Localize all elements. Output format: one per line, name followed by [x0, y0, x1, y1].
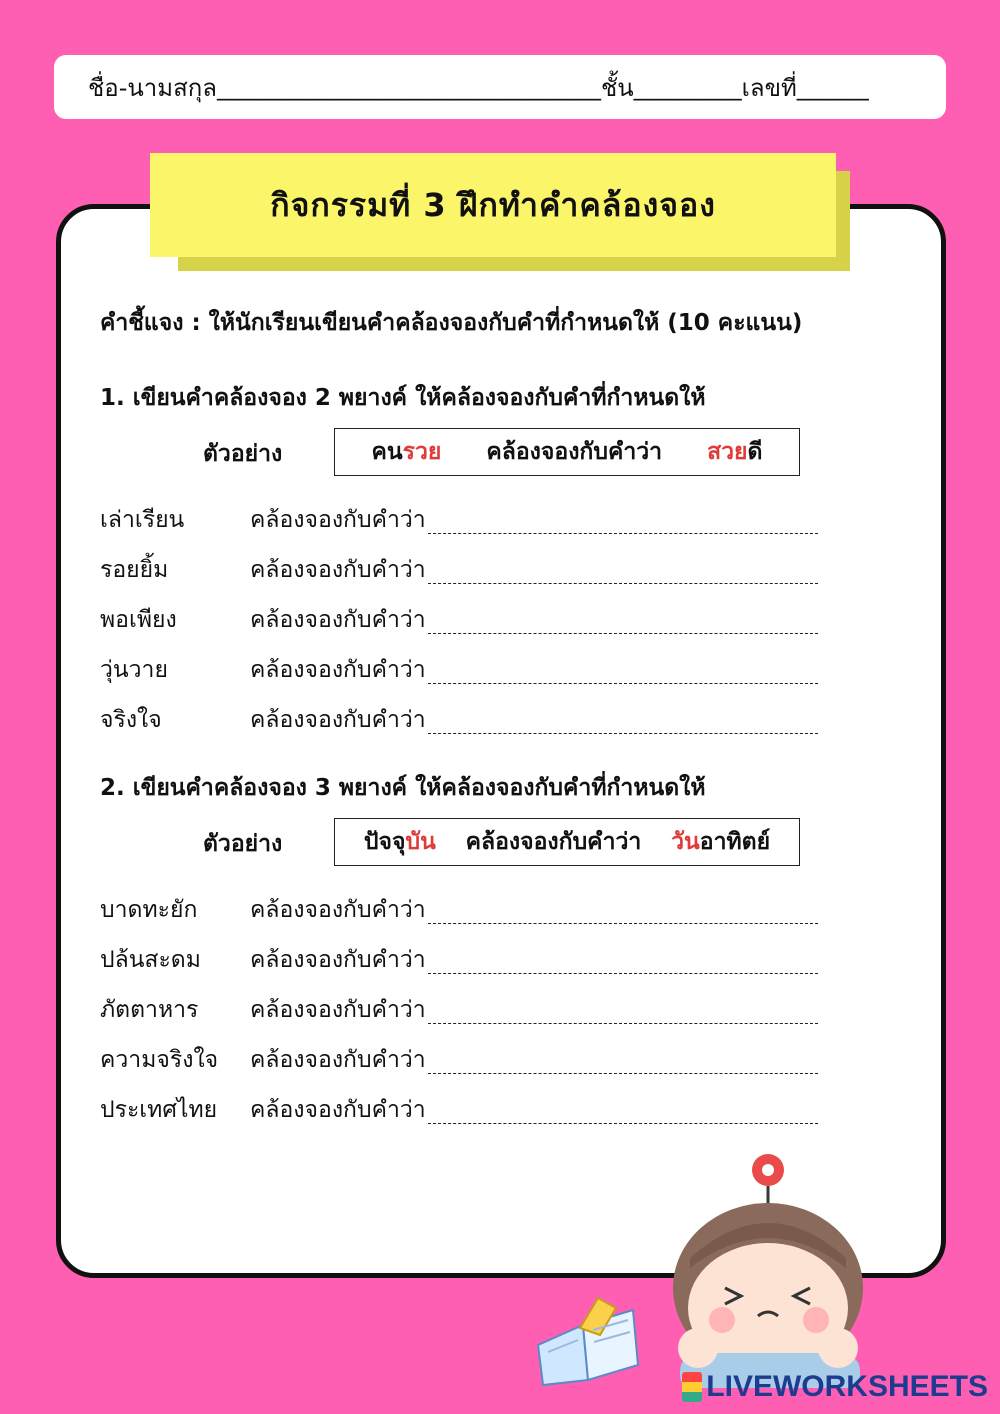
section1-word: พอเพียง — [100, 607, 177, 633]
open-book-icon — [528, 1290, 648, 1390]
section2-word: ภัตตาหาร — [100, 997, 199, 1023]
section2-example-box — [334, 818, 800, 866]
rhyme-phrase: คล้องจองกับคำว่า — [250, 897, 426, 923]
rhyme-phrase: คล้องจองกับคำว่า — [250, 707, 426, 733]
instruction: คำชี้แจง : ให้นักเรียนเขียนคำคล้องจองกับคำที่กำหนดให้ (10 คะแนน) — [100, 310, 803, 336]
section1-row — [100, 602, 818, 638]
section2-answer-blank[interactable] — [428, 888, 818, 924]
section2-example-phrase: คล้องจองกับคำว่า — [465, 829, 642, 855]
rhyme-phrase: คล้องจองกับคำว่า — [250, 507, 426, 533]
section2-word: ปล้นสะดม — [100, 947, 201, 973]
number-label: เลขที่ — [741, 73, 797, 102]
section1-answer-blank[interactable] — [428, 598, 818, 634]
section1-example-label: ตัวอย่าง — [203, 441, 283, 467]
number-blank[interactable]: ______ — [796, 73, 869, 101]
rhyme-phrase: คล้องจองกับคำว่า — [250, 1047, 426, 1073]
section1-example-answer: สวยดี — [707, 439, 763, 465]
section2-example-answer: วันอาทิตย์ — [671, 829, 771, 855]
class-blank[interactable]: _________ — [633, 73, 742, 101]
rhyme-phrase: คล้องจองกับคำว่า — [250, 607, 426, 633]
section1-example-phrase: คล้องจองกับคำว่า — [486, 439, 663, 465]
name-label: ชื่อ-นามสกุล — [88, 73, 217, 102]
section1-word: เล่าเรียน — [100, 507, 185, 533]
section2-row — [100, 1092, 818, 1128]
liveworksheets-logo: LIVEWORKSHEETS — [682, 1370, 988, 1404]
section1-word: วุ่นวาย — [100, 657, 168, 683]
student-info-bar — [54, 55, 946, 119]
section2-word: บาดทะยัก — [100, 897, 198, 923]
rhyme-phrase: คล้องจองกับคำว่า — [250, 947, 426, 973]
section2-word: ความจริงใจ — [100, 1047, 219, 1073]
rhyme-phrase: คล้องจองกับคำว่า — [250, 1097, 426, 1123]
girl-mascot-icon — [660, 1148, 920, 1388]
section2-answer-blank[interactable] — [428, 938, 818, 974]
section1-row — [100, 652, 818, 688]
section1-answer-blank[interactable] — [428, 498, 818, 534]
section1-answer-blank[interactable] — [428, 648, 818, 684]
liveworksheets-icon — [682, 1372, 702, 1402]
rhyme-phrase: คล้องจองกับคำว่า — [250, 997, 426, 1023]
section2-row — [100, 892, 818, 928]
section1-example-box — [334, 428, 800, 476]
section2-word: ประเทศไทย — [100, 1097, 218, 1123]
section2-example-label: ตัวอย่าง — [203, 831, 283, 857]
rhyme-phrase: คล้องจองกับคำว่า — [250, 657, 426, 683]
section2-row — [100, 942, 818, 978]
section2-answer-blank[interactable] — [428, 988, 818, 1024]
section1-row — [100, 552, 818, 588]
section2-example-word: ปัจจุบัน — [363, 829, 436, 855]
rhyme-phrase: คล้องจองกับคำว่า — [250, 557, 426, 583]
name-blank[interactable]: ________________________________ — [216, 73, 601, 101]
section1-word: รอยยิ้ม — [100, 557, 169, 583]
section2-row — [100, 992, 818, 1028]
page-title: กิจกรรมที่ 3 ฝึกทำคำคล้องจอง — [150, 153, 836, 257]
section1-answer-blank[interactable] — [428, 698, 818, 734]
section1-row — [100, 702, 818, 738]
section2-answer-blank[interactable] — [428, 1038, 818, 1074]
section1-title: 1. เขียนคำคล้องจอง 2 พยางค์ ให้คล้องจองกับคำที่กำหนดให้ — [100, 385, 706, 411]
section1-word: จริงใจ — [100, 707, 162, 733]
class-label: ชั้น — [600, 73, 634, 102]
section1-example-word: คนรวย — [371, 439, 442, 465]
section2-answer-blank[interactable] — [428, 1088, 818, 1124]
section1-row — [100, 502, 818, 538]
section2-title: 2. เขียนคำคล้องจอง 3 พยางค์ ให้คล้องจองกับคำที่กำหนดให้ — [100, 775, 706, 801]
section1-answer-blank[interactable] — [428, 548, 818, 584]
section2-row — [100, 1042, 818, 1078]
